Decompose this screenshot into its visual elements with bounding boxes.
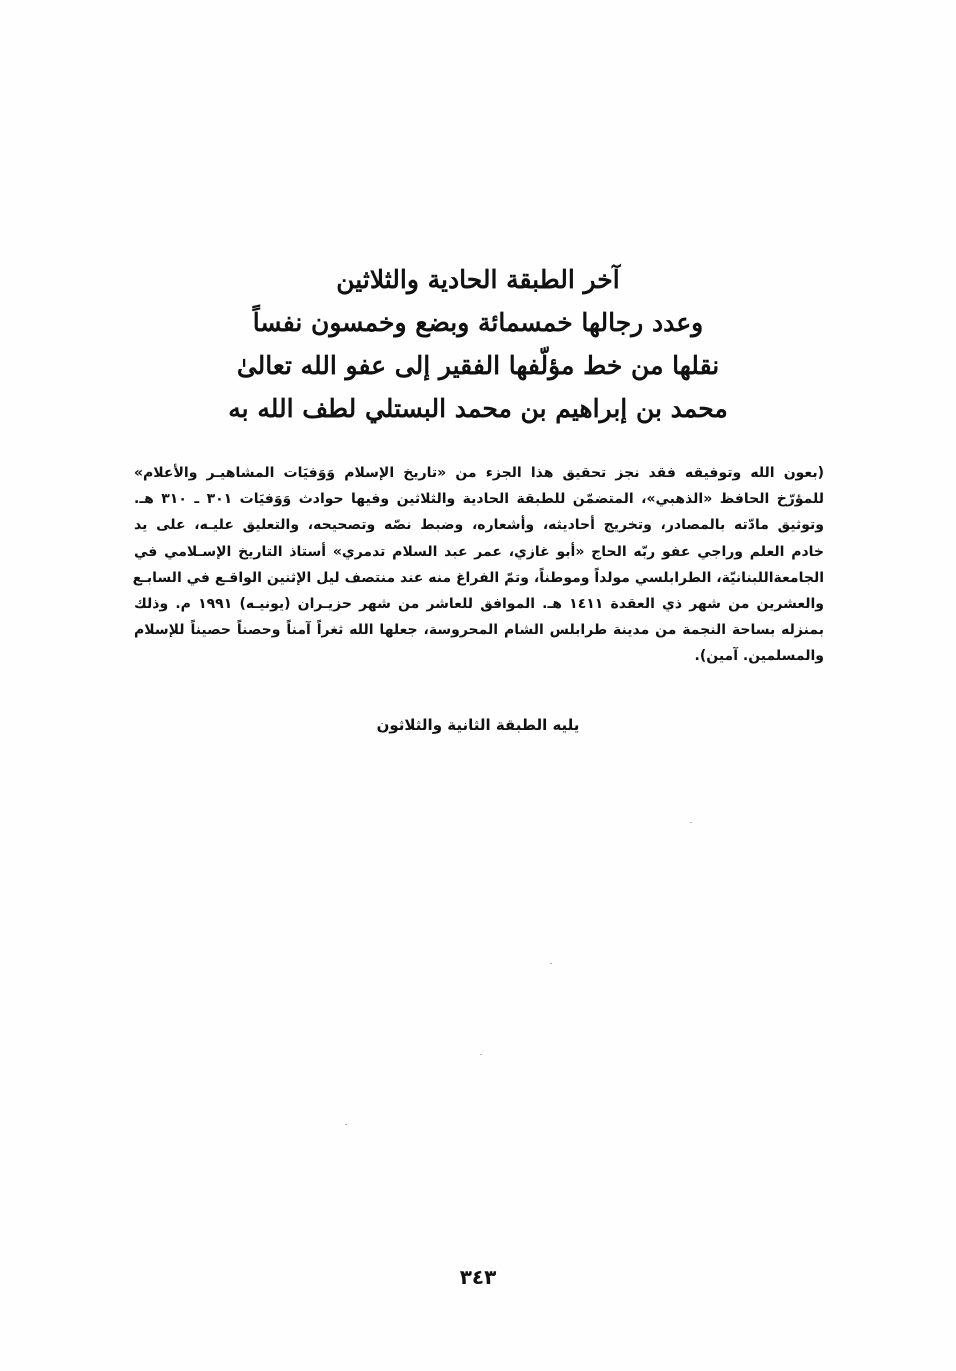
scan-speck	[690, 822, 692, 823]
colophon-line-2: وعدد رجالها خمسمائة وبضع وخمسون نفساً	[252, 308, 704, 337]
scan-speck	[480, 1054, 482, 1055]
colophon-line-3: نقلها من خط مؤلّفها الفقير إلى عفو الله تعالىٰ	[236, 351, 720, 380]
editor-note-line-5: الجامعةاللبنانيّة، الطرابلسي مولداً وموطناً، وتمّ الفراغ منه عند منتصف ليل الإثنين الواقـع في السابـع	[132, 569, 824, 586]
scan-speck	[550, 963, 552, 964]
colophon-line-4: محمد بن إبراهيم بن محمد البستلي لطف الله به	[228, 394, 728, 423]
editor-note-line-7: بمنزله بساحة النجمة من مدينة طرابلس الشام المحروسة، جعلها الله ثغراً آمناً وحصناً حصيناً للإسلام	[134, 622, 824, 639]
editor-note-line-6: والعشرين من شهر ذي العقدة ١٤١١ هـ. الموافق للعاشر من شهر حزيـران (يونيـه) ١٩٩١ م. وذلك	[134, 596, 825, 613]
colophon-line-1: آخر الطبقة الحادية والثلاثين	[336, 265, 620, 294]
colophon	[150, 258, 806, 430]
editor-note-line-3: وتوثيق مادّته بالمصادر، وتخريج أحاديثه، وأشعاره، وضبط نصّه وتصحيحه، والتعليق عليـه، على يد	[134, 517, 824, 534]
editor-note-line-4: خادم العلم وراجي عفو ربّه الحاج «أبو غازي، عمر عبد السلام تدمري» أستاذ التاريخ الإسـلامي في	[134, 543, 824, 560]
next-section-notice: يليه الطبقة الثانية والثلاثون	[376, 716, 580, 734]
editor-note-line-1: (بعون الله وتوفيقه فقد نجز تحقيق هذا الجزء من «تاريخ الإسلام وَوَفيَات المشاهيـر والأعلام»	[134, 465, 824, 481]
editor-note-line-8: والمسلمين. آمين).	[694, 648, 824, 665]
page-number: ٣٤٣	[459, 1265, 497, 1289]
scan-speck	[345, 1124, 347, 1125]
editor-note	[134, 460, 824, 670]
editor-note-line-2: للمؤرّخ الحافظ «الذهبي»، المتضمّن للطبقة الحادية والثلاثين وفيها حوادث وَوَفيَات ٣٠١ ـ ٣١٠ هـ.	[134, 491, 824, 508]
